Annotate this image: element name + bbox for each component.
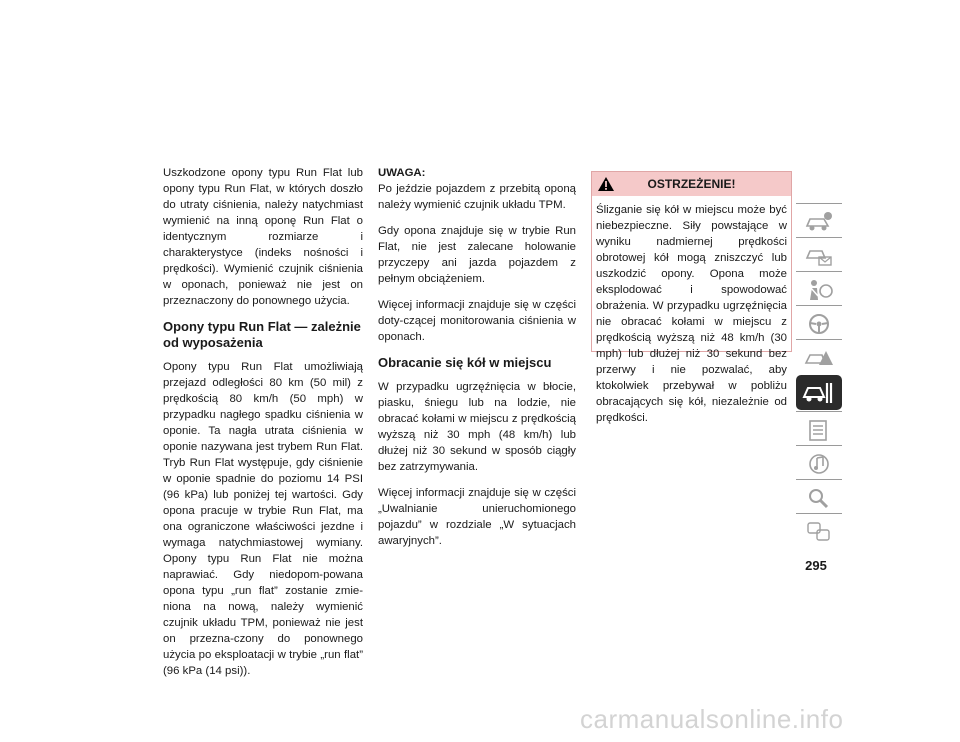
checklist-icon xyxy=(804,418,834,442)
sidebar-item-emergency[interactable] xyxy=(796,339,842,375)
car-info-icon xyxy=(804,210,834,234)
magnifier-icon xyxy=(804,486,834,510)
paragraph-more-info: Więcej informacji znajduje się w części doty-czącej monitorowania ciśnienia w oponach. xyxy=(378,299,576,343)
language-icon xyxy=(804,520,834,544)
paragraph-runflat-description: Opony typu Run Flat umożliwiają przejazd odległości 80 km (50 mil) z prędkością 80 km/h (50 mph) w przypadku nagłego spadku ciśnienia w oponie. Ta nagła utrata ciśnienia w oponie nazywana jest trybem Run Flat. Tryb Run Flat występuje, gdy ciśnienie w oponie spadnie do poziomu 14 PSI (96 kPa) lub poniżej tej wartości. Gdy opona pracuje w trybie Run Flat, ma ona ograniczone właściwości jezdne i wymaga natychmiastowej wymiany. Opony typu Run Flat nie można naprawiać. Gdy niedopom-powana opona typu „run flat” zostanie zmie-niona na nową, należy wymienić czujnik układu TPM, ponieważ nie jest on przezna-czony do ponownego użycia po eksploatacji w trybie „run flat” (96 kPa (14 psi)). xyxy=(163,361,363,677)
sidebar-item-car-info[interactable] xyxy=(796,203,842,239)
car-warning-icon xyxy=(804,346,834,370)
music-nav-icon xyxy=(804,452,834,476)
warning-title: OSTRZEŻENIE! xyxy=(647,177,736,191)
car-mail-icon xyxy=(804,244,834,268)
watermark: carmanualsonline.info xyxy=(580,704,844,734)
section-heading-runflat: Opony typu Run Flat — zależnie od wyposażenia xyxy=(163,319,361,350)
section-heading-wheel-spin: Obracanie się kół w miejscu xyxy=(378,355,552,370)
car-service-tools-icon xyxy=(802,380,836,406)
seatbelt-person-icon xyxy=(804,278,834,302)
paragraph-freeing-vehicle: Więcej informacji znajduje się w części „Uwalnianie unieruchomionego pojazdu” w rozdziale „W sytuacjach awaryjnych”. xyxy=(378,487,576,547)
note-block xyxy=(378,165,576,213)
page-number: 295 xyxy=(805,558,827,573)
note-text: Po jeździe pojazdem z przebitą oponą należy wymienić czujnik układu TPM. xyxy=(378,183,576,211)
paragraph-stuck: W przypadku ugrzęźnięcia w błocie, piasku, śniegu lub na lodzie, nie obracać kołami w miejscu z prędkością wyższą niż 30 mph (48 km/h) lub dłużej niż 30 sekund w sposób ciągły bez zatrzymywania. xyxy=(378,381,576,473)
note-title: UWAGA: xyxy=(378,167,426,179)
sidebar-item-language[interactable] xyxy=(796,513,842,549)
middle-column xyxy=(378,165,576,559)
paragraph-damaged-runflat: Uszkodzone opony typu Run Flat lub opony typu Run Flat, w których doszło do utraty ciśnienia, należy natychmiast wymienić na inną oponę Run Flat o identycznym rozmiarze i charakterystyce (indeks nośności i prędkości). Wymienić czujnik ciśnienia w oponach, ponieważ nie jest on przeznaczony do ponownego użycia. xyxy=(163,167,363,307)
warning-triangle-icon xyxy=(597,176,615,200)
chapter-index-sidebar xyxy=(796,203,842,544)
paragraph-towing: Gdy opona znajduje się w trybie Run Flat, nie jest zalecane holowanie przyczepy ani jazda pojazdem z pełnym obciążeniem. xyxy=(378,225,576,285)
steering-wheel-icon xyxy=(804,312,834,336)
sidebar-item-specs[interactable] xyxy=(796,411,842,447)
sidebar-item-safety[interactable] xyxy=(796,271,842,307)
warning-text: Ślizganie się kół w miejscu może być niebezpieczne. Siły powstające w wyniku nadmiernej prędkości obrotowej kół mogą zniszczyć lub uszkodzić opony. Opona może eksplodować i spowodować obrażenia. W przypadku ugrzęźnięcia nie obracać kołami w miejscu z prędkością wyższą niż 48 km/h (30 mph) lub dłużej niż 30 sekund bez przerwy i nie pozwalać, aby ktokolwiek przebywał w pobliżu obracających się kół, niezależnie od prędkości. xyxy=(596,204,787,424)
warning-header xyxy=(592,172,791,196)
sidebar-item-driving[interactable] xyxy=(796,305,842,341)
sidebar-item-multimedia[interactable] xyxy=(796,445,842,481)
left-column xyxy=(163,165,363,689)
warning-box xyxy=(591,171,792,424)
sidebar-item-index[interactable] xyxy=(796,479,842,515)
sidebar-item-car-mail[interactable] xyxy=(796,237,842,273)
sidebar-item-service[interactable] xyxy=(796,375,842,410)
